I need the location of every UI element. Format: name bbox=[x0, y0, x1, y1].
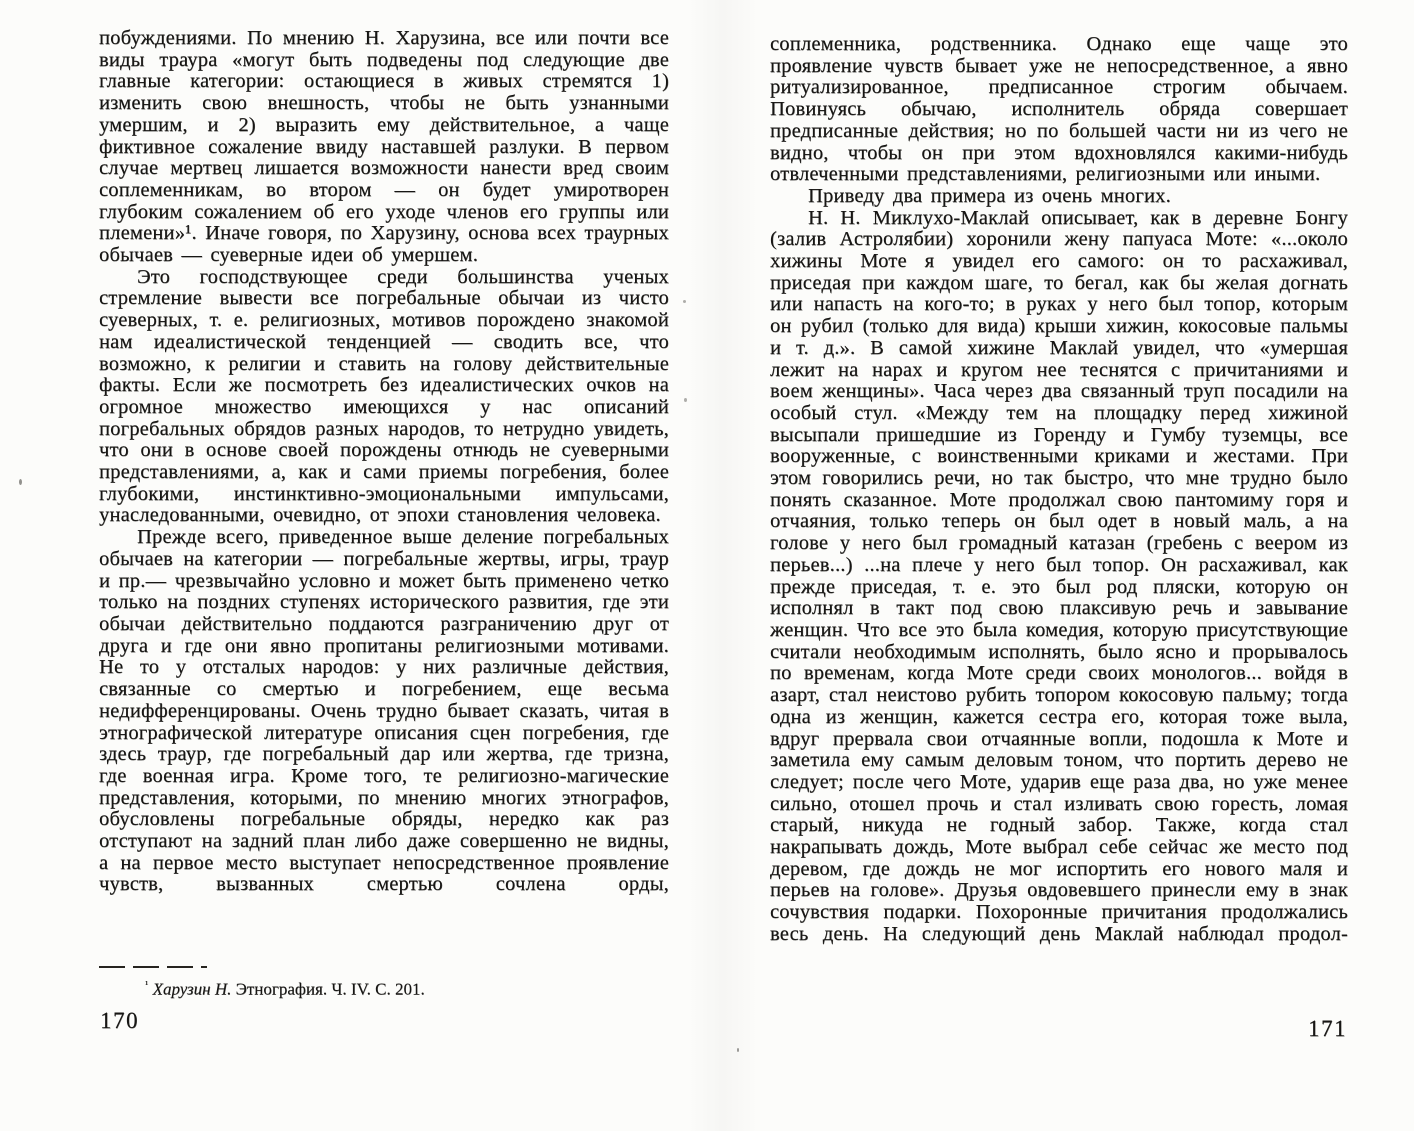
page-number-right: 171 bbox=[1308, 1016, 1347, 1041]
paragraph: Приведу два примера из очень многих. bbox=[808, 184, 1171, 207]
paragraph: Прежде всего, приведенное выше деление погребальных обычаев на категории — погребальные жертвы, игры, траур и пр.— чрезвычайно условно и может быть применено четко только на поздних ступенях исторического развития, где эти обычаи действительно поддаются разграничению друг от друга и где они явно пропитаны религиозными мотивами. Не то у отсталых народов: у них различные действия, связанные со смертью и погребением, еще весьма недифференцированы. Очень трудно бывает сказать, читая в этнографической литературе описания сцен погребения, где здесь траур, где погребальный дар или жертва, где тризна, где военная игра. Кроме того, те религиозно-магические представления, которыми, по мнению многих этнографов, обусловлены погребальные обряды, нередко как раз отступают на задний план либо даже совершенно не видны, а на первое место выступает непосредственное проявление чувств, вызванных смертью сочлена орды, bbox=[99, 526, 669, 896]
footnote-author: Харузин Н. bbox=[152, 979, 232, 999]
page-number-left: 170 bbox=[100, 1008, 139, 1033]
scan-speck bbox=[737, 1048, 739, 1052]
footnote-citation: Этнография. Ч. IV. С. 201. bbox=[235, 979, 425, 999]
scan-speck bbox=[684, 398, 687, 402]
scan-speck bbox=[683, 300, 686, 303]
page-right-text-column bbox=[770, 34, 1348, 1010]
paragraph: соплеменника, родственника. Однако еще чаще это проявление чувств бывает уже не непосредственное, а явно ритуализированное, предписанное строгим обычаем. Повинуясь обычаю, исполнитель обряда совершает предписанные действия; но по большей части ни из чего не видно, чтобы он при этом вдохновлялся какими-нибудь отвлеченными представлениями, религиозными или иными. bbox=[770, 34, 1348, 186]
paragraph: побуждениями. По мнению Н. Харузина, все или почти все виды траура «могут быть подведены под следующие две главные категории: остающиеся в живых стремятся 1) изменить свою внешность, чтобы не быть узнанными умершим, и 2) выразить ему действительное, а чаще фиктивное сожаление ввиду наставшей разлуки. В первом случае мертвец лишается возможности нанести вред своим соплеменникам, во втором — он будет умиротворен глубоким сожалением об его уходе членов его группы или племени»¹. Иначе говоря, по Харузину, основа всех траурных обычаев — суеверные идеи об умершем. bbox=[99, 28, 669, 267]
paragraph: Н. Н. Миклухо-Маклай описывает, как в деревне Бонгу (залив Астролябии) хоронили жену папуаса Моте: «...около хижины Моте я увидел его самого: он то расхаживал, приседая при каждом шаге, то бегал, как бы желая догнать или напасть на кого-то; в руках у него был топор, которым он рубил (только для вида) крыши хижин, кокосовые пальмы и т. д.». В самой хижине Маклай увидел, что «умершая лежит на нарах и кругом нее теснятся с причитаниями и воем женщины». Часа через два связанный труп посадили на особый стул. «Между тем на площадку перед хижиной высыпали пришедшие из Горенду и Гумбу туземцы, все вооруженные, с воинственными криками и жестами. При этом говорились речи, но так быстро, что мне трудно было понять сказанное. Моте продолжал свою пантомиму горя и отчаяния, только теперь он был одет в новый маль, а на голове у него был громадный катазан (гребень с веером из перьев...) ...на плече у него был топор. Он расхаживал, как прежде приседая, т. е. это был род пляски, которую он исполнял в такт под свою плаксивую речь и завывание женщин. Что все это была комедия, которую присутствующие считали необходимым исполнять, было ясно и прорывалось по временам, когда Моте среди своих монологов... войдя в азарт, стал неистово рубить топором кокосовую пальму; тогда одна из женщин, кажется сестра его, которая тоже выла, вдруг прервала свои отчаянные вопли, подошла к Моте и заметила ему самым деловым тоном, что портить дерево не следует; после чего Моте, ударив еще раза два, но уже менее сильно, отошел прочь и стал изливать свою горесть, ломая старый, никуда не годный забор. Также, когда стал накрапывать дождь, Моте выбрал себе сейчас же место под деревом, где дождь не мог испортить его нового маля и перьев на голове». Друзья овдовевшего принесли ему в знак сочувствия подарки. Похоронные причитания продолжались весь день. На следующий день Маклай наблюдал продол- bbox=[770, 206, 1348, 945]
page-gutter bbox=[688, 0, 758, 1131]
page-left-text-column bbox=[99, 28, 669, 966]
footnote-marker: ¹ bbox=[145, 979, 149, 991]
footnote-separator-rule bbox=[99, 966, 207, 968]
footnote bbox=[99, 966, 669, 1000]
paragraph: Это господствующее среди большинства ученых стремление вывести все погребальные обычаи из чисто суеверных, т. е. религиозных, мотивов порождено знакомой нам идеалистической тенденцией — сводить все, что возможно, к религии и ставить на голову действительные факты. Если же посмотреть без идеалистических очков на огромное множество имеющихся у нас описаний погребальных обрядов разных народов, то нетрудно увидеть, что они в основе своей порождены отнюдь не суеверными представлениями, а, как и сами приемы погребения, более глубокими, инстинктивно-эмоциональными импульсами, унаследованными, очевидно, от эпохи становления человека. bbox=[99, 265, 669, 527]
footnote-text bbox=[99, 975, 669, 1000]
scan-speck bbox=[19, 479, 22, 485]
